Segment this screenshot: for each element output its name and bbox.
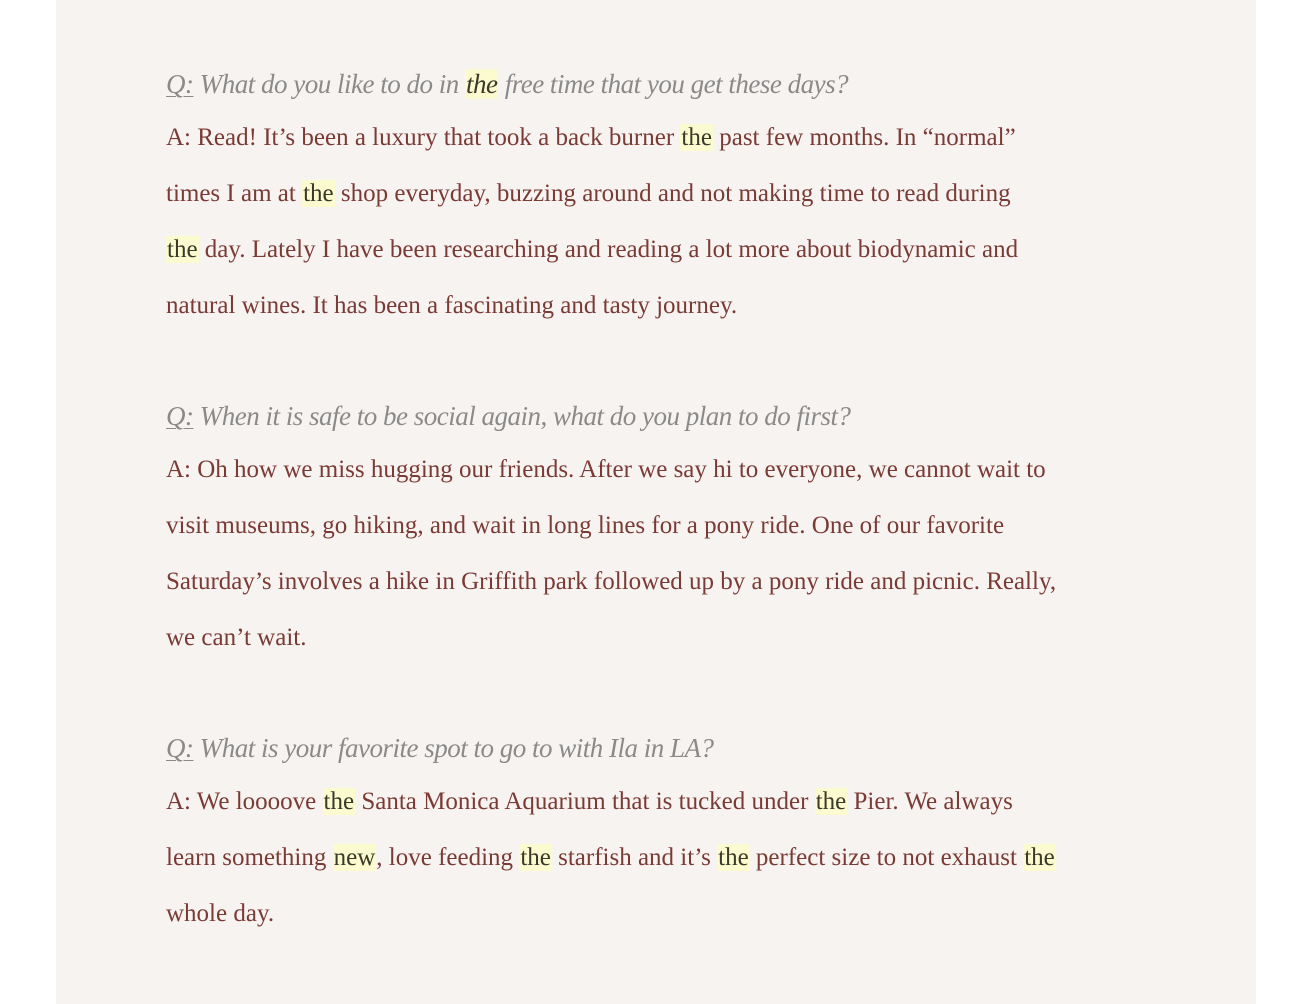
- answer-line: [166, 886, 1156, 942]
- answer-line: [166, 110, 1156, 166]
- answer-text: A: Read! It’s been a luxury that took a back burner: [166, 124, 681, 151]
- highlighted-word: the: [520, 844, 551, 871]
- highlighted-word: the: [465, 69, 498, 99]
- article-page: [56, 0, 1256, 1004]
- answer-text: A: Oh how we miss hugging our friends. After we say hi to everyone, we cannot wait to: [166, 456, 1046, 483]
- question: [166, 722, 1156, 774]
- qa-item: [166, 58, 1156, 334]
- answer-line: [166, 554, 1156, 610]
- answer-line: [166, 774, 1156, 830]
- answer-line: [166, 610, 1156, 666]
- answer-text: starfish and it’s: [551, 844, 718, 871]
- answer-text: natural wines. It has been a fascinating and tasty journey.: [166, 292, 738, 319]
- answer-text: past few months. In “normal”: [712, 124, 1016, 151]
- question-label: Q:: [166, 69, 194, 99]
- answer-text: times I am at: [166, 180, 303, 207]
- answer: [166, 774, 1156, 942]
- question-text: What is your favorite spot to go to with Ila in LA?: [193, 733, 714, 763]
- answer-text: we can’t wait.: [166, 624, 307, 651]
- answer-text: Santa Monica Aquarium that is tucked under: [355, 788, 815, 815]
- highlighted-word: the: [1024, 844, 1055, 871]
- answer-text: , love feeding: [376, 844, 520, 871]
- highlighted-word: the: [323, 788, 355, 815]
- answer-text: Saturday’s involves a hike in Griffith park followed up by a pony ride and picnic. Really,: [166, 568, 1057, 595]
- qa-item: [166, 390, 1156, 666]
- question-label: Q:: [166, 401, 194, 431]
- answer-line: [166, 166, 1156, 222]
- answer: [166, 442, 1156, 666]
- question-text: When it is safe to be social again, what do you plan to do first?: [193, 401, 851, 431]
- answer-text: perfect size to not exhaust: [749, 844, 1024, 871]
- question: [166, 390, 1156, 442]
- answer-line: [166, 830, 1156, 886]
- answer-line: [166, 278, 1156, 334]
- answer-text: shop everyday, buzzing around and not making time to read during: [334, 180, 1011, 207]
- qa-item: [166, 722, 1156, 942]
- highlighted-word: new: [333, 844, 376, 871]
- highlighted-word: the: [303, 180, 334, 207]
- answer-line: [166, 442, 1156, 498]
- answer-text: Pier. We always: [847, 788, 1013, 815]
- answer-line: [166, 222, 1156, 278]
- highlighted-word: the: [681, 124, 712, 151]
- question-label: Q:: [166, 733, 194, 763]
- answer-text: A: We loooove: [166, 788, 323, 815]
- answer-text: whole day.: [166, 900, 275, 927]
- answer-text: day. Lately I have been researching and reading a lot more about biodynamic and: [198, 236, 1019, 263]
- question: [166, 58, 1156, 110]
- highlighted-word: the: [718, 844, 749, 871]
- answer-line: [166, 498, 1156, 554]
- question-text: free time that you get these days?: [498, 69, 849, 99]
- answer: [166, 110, 1156, 334]
- highlighted-word: the: [815, 788, 847, 815]
- qa-content: [166, 58, 1156, 998]
- question-text: What do you like to do in: [193, 69, 465, 99]
- answer-text: visit museums, go hiking, and wait in long lines for a pony ride. One of our favorite: [166, 512, 1005, 539]
- highlighted-word: the: [167, 236, 198, 263]
- answer-text: learn something: [166, 844, 333, 871]
